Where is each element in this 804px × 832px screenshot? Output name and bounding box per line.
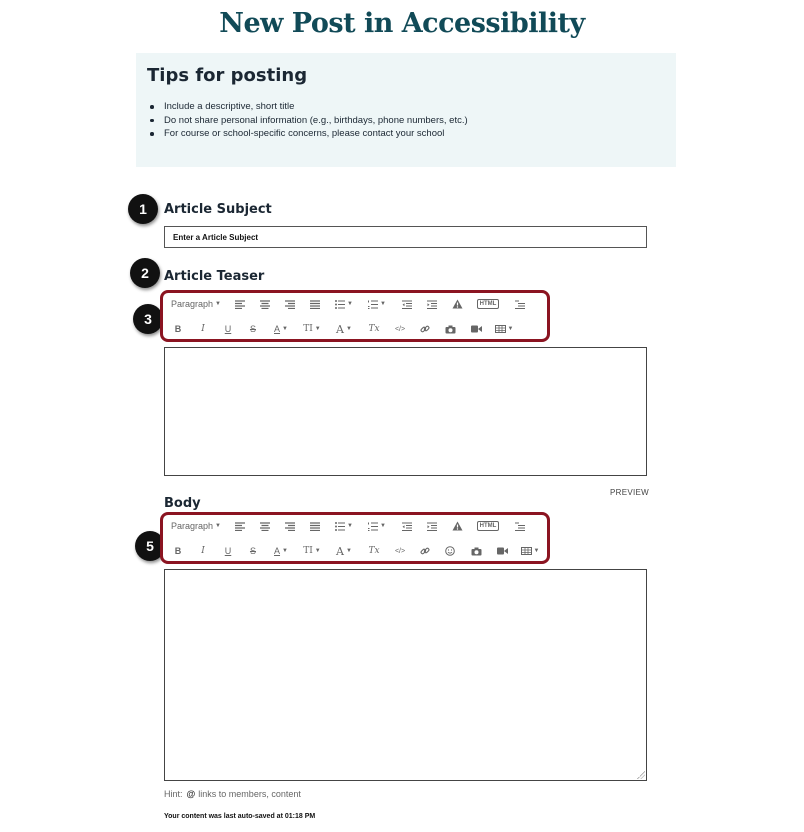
clear-formatting-button[interactable]: Tx (368, 546, 380, 556)
tip-item: Include a descriptive, short title (162, 100, 468, 114)
image-camera-icon[interactable] (443, 319, 457, 339)
bold-button[interactable]: B (174, 546, 182, 556)
warning-icon[interactable] (450, 516, 464, 536)
font-family-icon: A (336, 322, 344, 336)
video-icon[interactable] (495, 541, 509, 561)
font-size-dropdown[interactable]: TI ▼ (303, 546, 321, 556)
body-toolbar (160, 512, 550, 564)
tip-item: Do not share personal information (e.g., birthdays, phone numbers, etc.) (164, 114, 468, 126)
align-center-icon[interactable] (258, 516, 272, 536)
resize-handle[interactable] (637, 771, 645, 779)
align-left-icon[interactable] (233, 516, 247, 536)
more-options-icon[interactable] (513, 516, 527, 536)
article-teaser-label: Article Teaser (164, 269, 265, 284)
callout-2: 2 (130, 258, 160, 288)
table-dropdown[interactable]: ▼ (493, 319, 515, 339)
paragraph-format-dropdown[interactable]: Paragraph ▼ (171, 299, 221, 309)
table-dropdown[interactable]: ▼ (519, 541, 541, 561)
tips-heading: Tips for posting (147, 65, 308, 86)
body-label: Body (164, 496, 201, 511)
clear-formatting-button[interactable]: Tx (368, 324, 380, 334)
outdent-icon[interactable] (400, 294, 414, 314)
align-right-icon[interactable] (283, 294, 297, 314)
italic-button[interactable]: I (201, 324, 205, 334)
link-icon[interactable] (418, 541, 432, 561)
teaser-toolbar (160, 290, 550, 342)
video-icon[interactable] (469, 319, 483, 339)
preview-link[interactable]: PREVIEW (610, 488, 649, 497)
image-camera-icon[interactable] (469, 541, 483, 561)
code-button[interactable]: </> (394, 547, 406, 555)
article-subject-input[interactable] (164, 226, 647, 248)
html-source-icon[interactable] (475, 516, 501, 536)
hint-prefix: Hint: (164, 789, 183, 799)
align-justify-icon[interactable] (308, 516, 322, 536)
align-left-icon[interactable] (233, 294, 247, 314)
font-family-dropdown[interactable]: A ▼ (336, 322, 352, 336)
font-color-dropdown[interactable]: A ▼ (274, 324, 288, 334)
align-right-icon[interactable] (283, 516, 297, 536)
page-title: New Post in Accessibility (219, 8, 585, 39)
font-size-icon: TI (303, 324, 313, 334)
font-color-dropdown[interactable]: A ▼ (274, 546, 288, 556)
strikethrough-button[interactable]: S (249, 546, 256, 556)
teaser-editor[interactable] (164, 347, 647, 476)
font-color-icon: A (274, 546, 281, 556)
hint-text: links to members, content (198, 789, 301, 799)
html-source-label: HTML (477, 521, 500, 531)
strikethrough-button[interactable]: S (249, 324, 256, 334)
autosave-status: Your content was last auto-saved at 01:18 PM (164, 813, 316, 820)
font-size-dropdown[interactable]: TI ▼ (303, 324, 321, 334)
align-justify-icon[interactable] (308, 294, 322, 314)
font-color-icon: A (274, 324, 281, 334)
emoji-icon[interactable] (443, 541, 457, 561)
numbered-list-icon[interactable]: ▼ (366, 516, 388, 536)
callout-3: 3 (133, 304, 163, 334)
font-family-icon: A (336, 544, 344, 558)
mention-hint (164, 789, 301, 799)
more-options-icon[interactable] (513, 294, 527, 314)
bold-button[interactable]: B (174, 324, 182, 334)
callout-5: 5 (135, 531, 165, 561)
tips-list (162, 100, 468, 141)
article-subject-label: Article Subject (164, 202, 272, 217)
underline-button[interactable]: U (224, 324, 232, 334)
paragraph-format-label: Paragraph (171, 521, 214, 531)
outdent-icon[interactable] (400, 516, 414, 536)
font-family-dropdown[interactable]: A ▼ (336, 544, 352, 558)
font-size-icon: TI (303, 546, 313, 556)
tip-item: For course or school-specific concerns, please contact your school (162, 127, 468, 141)
bullet-list-icon[interactable]: ▼ (333, 294, 355, 314)
callout-1: 1 (128, 194, 158, 224)
indent-icon[interactable] (425, 516, 439, 536)
warning-icon[interactable] (450, 294, 464, 314)
at-symbol: @ (186, 789, 196, 799)
align-center-icon[interactable] (258, 294, 272, 314)
html-source-label: HTML (477, 299, 500, 309)
tips-panel (136, 53, 676, 167)
html-source-icon[interactable] (475, 294, 501, 314)
underline-button[interactable]: U (224, 546, 232, 556)
numbered-list-icon[interactable]: ▼ (366, 294, 388, 314)
code-button[interactable]: </> (394, 325, 406, 333)
body-editor[interactable] (164, 569, 647, 781)
bullet-list-icon[interactable]: ▼ (333, 516, 355, 536)
link-icon[interactable] (418, 319, 432, 339)
indent-icon[interactable] (425, 294, 439, 314)
paragraph-format-dropdown[interactable]: Paragraph ▼ (171, 521, 221, 531)
paragraph-format-label: Paragraph (171, 299, 214, 309)
italic-button[interactable]: I (201, 546, 205, 556)
